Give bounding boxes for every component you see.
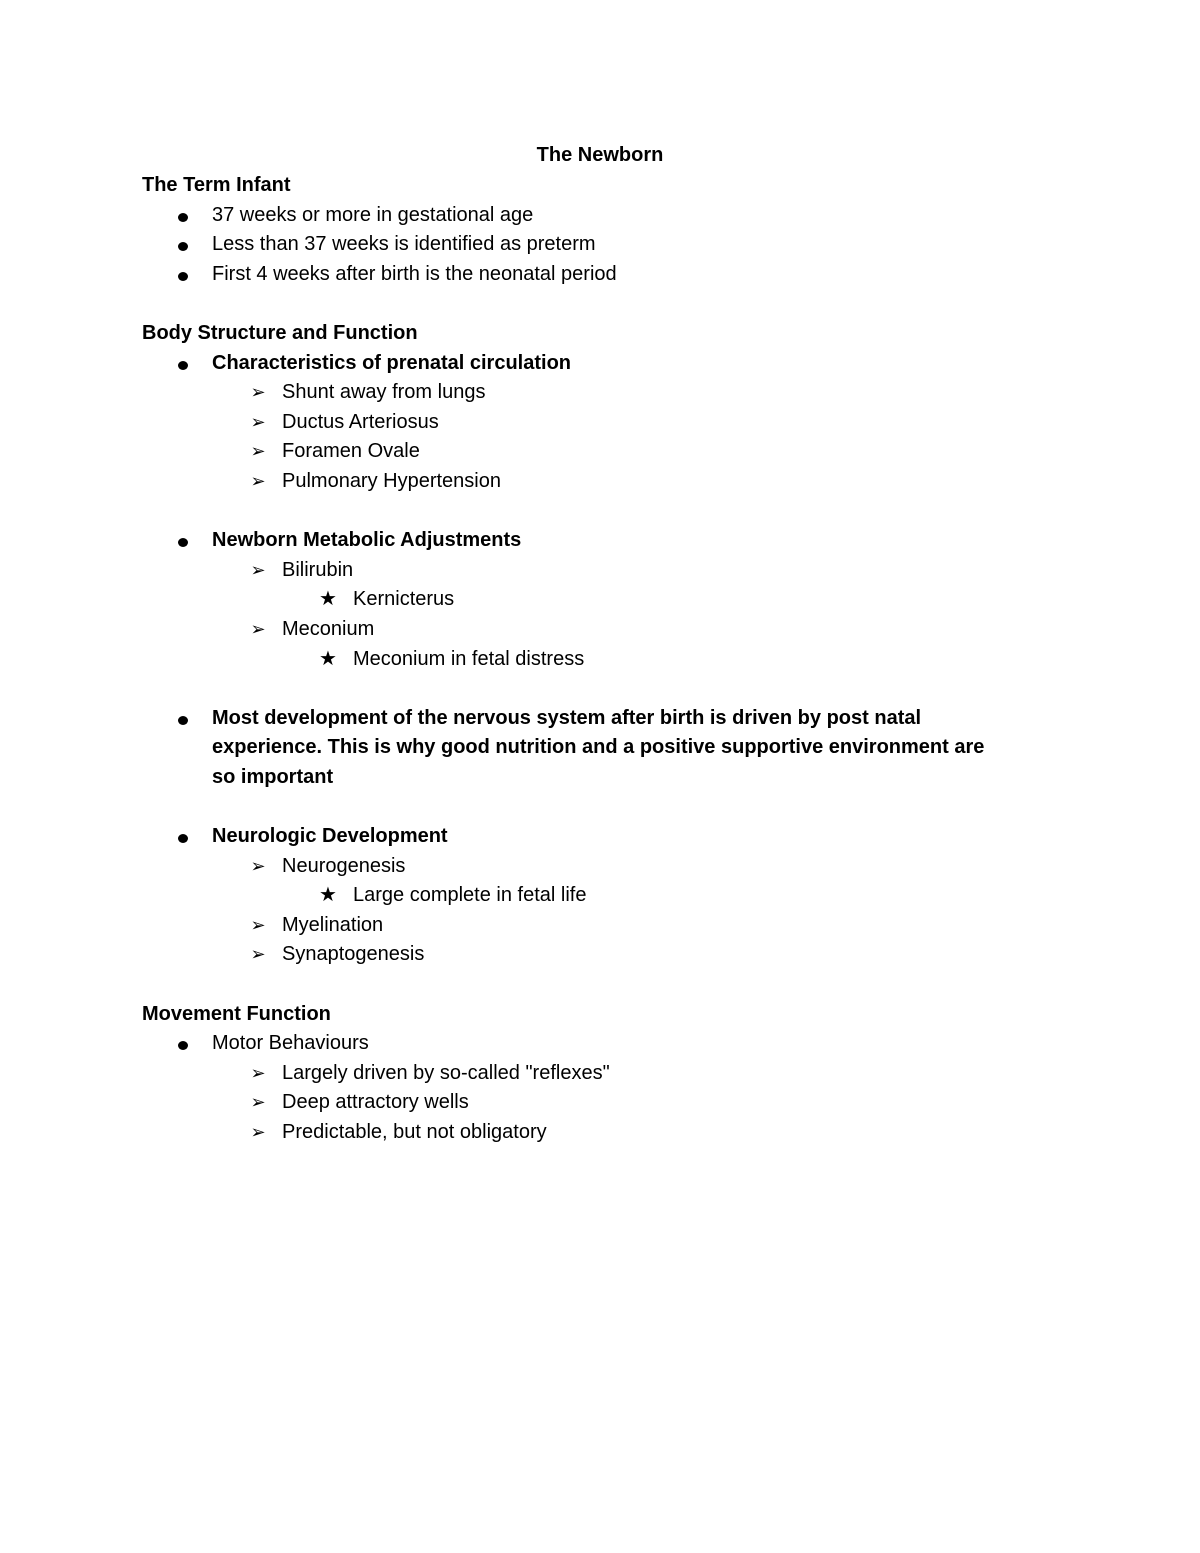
spacer bbox=[142, 970, 1062, 1000]
sub-list-item bbox=[142, 556, 1062, 586]
list-item-text: Meconium in fetal distress bbox=[353, 647, 585, 670]
list-item-text: Less than 37 weeks is identified as preterm bbox=[212, 233, 596, 256]
document-body bbox=[142, 171, 1062, 1148]
bullet-dot-icon bbox=[178, 1041, 188, 1050]
list-item-text-line: experience. This is why good nutrition and a positive supportive environment are bbox=[212, 736, 985, 759]
sub-list-item bbox=[142, 911, 1062, 941]
arrowhead-bullet-icon: ➢ bbox=[250, 470, 266, 491]
bullet-dot-icon bbox=[178, 242, 188, 251]
list-item-text: Motor Behaviours bbox=[212, 1032, 369, 1055]
sub-sub-list-item bbox=[142, 645, 1062, 675]
sub-list-item bbox=[142, 1088, 1062, 1118]
arrowhead-bullet-icon: ➢ bbox=[250, 1122, 266, 1142]
list-item-text: Largely driven by so-called "reflexes" bbox=[282, 1061, 610, 1084]
bullet-dot-icon bbox=[178, 716, 188, 725]
list-item-text: Meconium bbox=[282, 617, 375, 640]
list-item-text: Neurogenesis bbox=[282, 854, 406, 877]
spacer bbox=[142, 792, 1062, 822]
sub-list-item bbox=[142, 1059, 1062, 1089]
list-item-text: Newborn Metabolic Adjustments bbox=[212, 529, 522, 552]
list-item-text: 37 weeks or more in gestational age bbox=[212, 203, 534, 226]
sub-list-item bbox=[142, 940, 1062, 970]
list-item-text: Bilirubin bbox=[282, 558, 354, 581]
list-item-text: Synaptogenesis bbox=[282, 943, 425, 966]
list-item-text: Deep attractory wells bbox=[282, 1091, 469, 1114]
list-item bbox=[142, 230, 1062, 260]
list-item-text: Large complete in fetal life bbox=[353, 884, 587, 907]
list-item-text: Pulmonary Hypertension bbox=[282, 469, 501, 492]
list-item-nervous-note bbox=[142, 704, 1052, 793]
spacer bbox=[142, 289, 1062, 319]
arrowhead-bullet-icon: ➢ bbox=[250, 944, 266, 965]
star-bullet-icon: ★ bbox=[319, 588, 337, 611]
list-item-text-line: Most development of the nervous system after birth is driven by post natal bbox=[212, 706, 922, 729]
arrowhead-bullet-icon: ➢ bbox=[250, 1092, 266, 1113]
arrowhead-bullet-icon: ➢ bbox=[250, 914, 266, 935]
arrowhead-bullet-icon: ➢ bbox=[250, 411, 266, 432]
list-item-text: Foramen Ovale bbox=[282, 440, 420, 463]
sub-list-item bbox=[142, 852, 1062, 882]
sub-list-item bbox=[142, 467, 1062, 497]
list-item bbox=[142, 822, 1062, 852]
arrowhead-bullet-icon: ➢ bbox=[250, 1062, 266, 1083]
document-title: The Newborn bbox=[536, 144, 664, 166]
star-bullet-icon: ★ bbox=[319, 647, 337, 670]
sub-list-item bbox=[142, 408, 1062, 438]
bullet-dot-icon bbox=[178, 834, 188, 843]
list-item-text: Predictable, but not obligatory bbox=[282, 1121, 547, 1143]
list-item-text: Myelination bbox=[282, 913, 384, 936]
arrowhead-bullet-icon: ➢ bbox=[250, 382, 266, 403]
section-heading-body-structure: Body Structure and Function bbox=[142, 321, 418, 344]
sub-list-item bbox=[142, 378, 1062, 408]
bullet-dot-icon bbox=[178, 272, 188, 281]
list-item bbox=[142, 1029, 1062, 1059]
list-item-text: Shunt away from lungs bbox=[282, 381, 486, 404]
spacer bbox=[142, 674, 1062, 704]
section-heading-movement: Movement Function bbox=[142, 1002, 331, 1025]
arrowhead-bullet-icon: ➢ bbox=[250, 618, 266, 639]
list-item bbox=[142, 526, 1062, 556]
sub-list-item bbox=[142, 437, 1062, 467]
list-item-text: Characteristics of prenatal circulation bbox=[212, 351, 572, 374]
list-item-text: Ductus Arteriosus bbox=[282, 410, 439, 433]
star-bullet-icon: ★ bbox=[319, 884, 337, 907]
arrowhead-bullet-icon: ➢ bbox=[250, 559, 266, 580]
list-item bbox=[142, 260, 1062, 290]
bullet-dot-icon bbox=[178, 213, 188, 222]
sub-sub-list-item bbox=[142, 881, 1062, 911]
sub-list-item bbox=[142, 615, 1062, 645]
sub-list-item bbox=[142, 1118, 1062, 1148]
arrowhead-bullet-icon: ➢ bbox=[250, 441, 266, 462]
sub-sub-list-item bbox=[142, 585, 1062, 615]
list-item bbox=[142, 349, 1062, 379]
arrowhead-bullet-icon: ➢ bbox=[250, 855, 266, 876]
bullet-dot-icon bbox=[178, 538, 188, 547]
list-item-text-line: so important bbox=[212, 765, 334, 788]
list-item-text: Kernicterus bbox=[353, 588, 455, 611]
list-item bbox=[142, 201, 1062, 231]
spacer bbox=[142, 497, 1062, 527]
section-heading-term-infant: The Term Infant bbox=[142, 174, 291, 196]
list-item-text: Neurologic Development bbox=[212, 825, 448, 848]
bullet-dot-icon bbox=[178, 361, 188, 370]
list-item-text: First 4 weeks after birth is the neonatal period bbox=[212, 262, 617, 285]
